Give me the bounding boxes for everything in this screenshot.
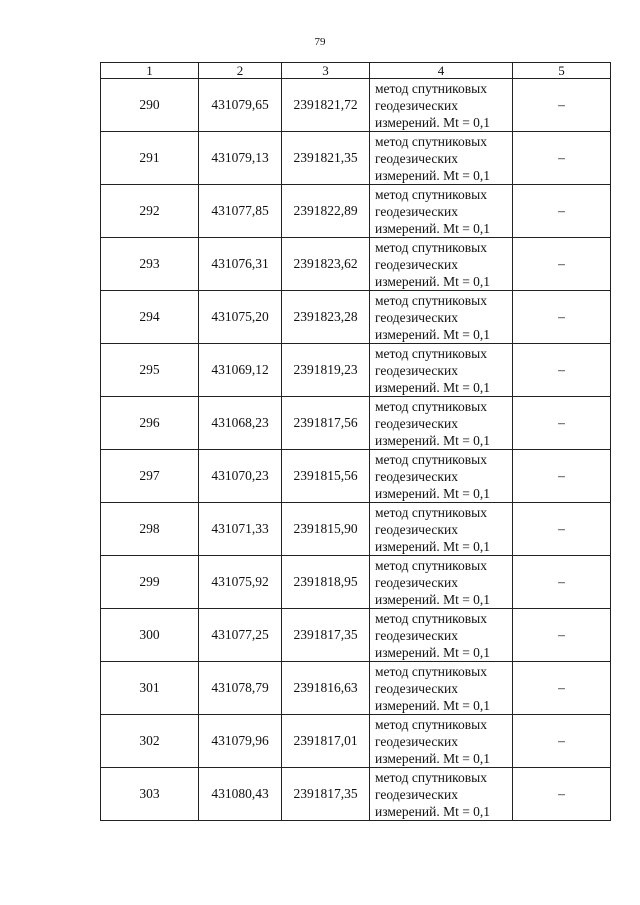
x-coordinate-cell: 431080,43	[199, 768, 282, 821]
header-col-3: 3	[282, 63, 370, 79]
table-row	[101, 556, 611, 609]
method-line: измерений. Mt = 0,1	[375, 326, 491, 342]
x-coordinate-cell: 431079,13	[199, 132, 282, 185]
method-line: метод спутниковых	[375, 504, 487, 520]
note-cell: –	[513, 397, 611, 450]
method-line: метод спутниковых	[375, 557, 487, 573]
note-cell: –	[513, 556, 611, 609]
method-line: геодезических	[375, 521, 458, 537]
note-cell: –	[513, 238, 611, 291]
y-coordinate-cell: 2391817,56	[282, 397, 370, 450]
x-coordinate-cell: 431069,12	[199, 344, 282, 397]
method-line: измерений. Mt = 0,1	[375, 803, 491, 819]
method-cell	[370, 715, 513, 768]
method-line: измерений. Mt = 0,1	[375, 273, 491, 289]
table-row	[101, 662, 611, 715]
method-line: метод спутниковых	[375, 716, 487, 732]
method-line: метод спутниковых	[375, 239, 487, 255]
method-cell	[370, 344, 513, 397]
method-line: измерений. Mt = 0,1	[375, 432, 491, 448]
method-line: метод спутниковых	[375, 610, 487, 626]
method-cell	[370, 79, 513, 132]
header-col-5: 5	[513, 63, 611, 79]
table-row	[101, 609, 611, 662]
table-row	[101, 450, 611, 503]
note-cell: –	[513, 291, 611, 344]
method-line: метод спутниковых	[375, 345, 487, 361]
method-line: геодезических	[375, 680, 458, 696]
method-cell	[370, 662, 513, 715]
x-coordinate-cell: 431077,85	[199, 185, 282, 238]
y-coordinate-cell: 2391823,62	[282, 238, 370, 291]
table-row	[101, 185, 611, 238]
method-line: геодезических	[375, 97, 458, 113]
method-cell	[370, 238, 513, 291]
method-cell	[370, 503, 513, 556]
method-line: геодезических	[375, 150, 458, 166]
page-number: 79	[314, 36, 326, 48]
note-cell: –	[513, 768, 611, 821]
y-coordinate-cell: 2391817,35	[282, 768, 370, 821]
note-cell: –	[513, 79, 611, 132]
method-line: измерений. Mt = 0,1	[375, 538, 491, 554]
y-coordinate-cell: 2391816,63	[282, 662, 370, 715]
method-line: метод спутниковых	[375, 133, 487, 149]
method-cell	[370, 185, 513, 238]
method-line: измерений. Mt = 0,1	[375, 114, 491, 130]
point-number-cell: 295	[101, 344, 199, 397]
coordinates-table	[100, 62, 611, 821]
method-cell	[370, 291, 513, 344]
point-number-cell: 294	[101, 291, 199, 344]
method-line: геодезических	[375, 468, 458, 484]
point-number-cell: 297	[101, 450, 199, 503]
y-coordinate-cell: 2391823,28	[282, 291, 370, 344]
method-cell	[370, 556, 513, 609]
method-line: геодезических	[375, 362, 458, 378]
table-row	[101, 291, 611, 344]
method-line: метод спутниковых	[375, 663, 487, 679]
table-row	[101, 344, 611, 397]
method-line: метод спутниковых	[375, 292, 487, 308]
method-line: измерений. Mt = 0,1	[375, 697, 491, 713]
table-row	[101, 79, 611, 132]
table-header-row	[101, 63, 611, 79]
y-coordinate-cell: 2391815,56	[282, 450, 370, 503]
note-cell: –	[513, 503, 611, 556]
y-coordinate-cell: 2391821,72	[282, 79, 370, 132]
y-coordinate-cell: 2391815,90	[282, 503, 370, 556]
method-line: метод спутниковых	[375, 80, 487, 96]
method-line: измерений. Mt = 0,1	[375, 750, 491, 766]
table-row	[101, 132, 611, 185]
point-number-cell: 291	[101, 132, 199, 185]
y-coordinate-cell: 2391819,23	[282, 344, 370, 397]
method-line: геодезических	[375, 574, 458, 590]
table-row	[101, 768, 611, 821]
note-cell: –	[513, 344, 611, 397]
note-cell: –	[513, 662, 611, 715]
x-coordinate-cell: 431077,25	[199, 609, 282, 662]
method-line: метод спутниковых	[375, 186, 487, 202]
x-coordinate-cell: 431079,96	[199, 715, 282, 768]
method-line: геодезических	[375, 309, 458, 325]
method-cell	[370, 609, 513, 662]
table-row	[101, 238, 611, 291]
note-cell: –	[513, 185, 611, 238]
point-number-cell: 300	[101, 609, 199, 662]
table-row	[101, 397, 611, 450]
method-line: измерений. Mt = 0,1	[375, 591, 491, 607]
method-cell	[370, 397, 513, 450]
method-line: геодезических	[375, 786, 458, 802]
method-line: измерений. Mt = 0,1	[375, 485, 491, 501]
method-line: метод спутниковых	[375, 398, 487, 414]
x-coordinate-cell: 431075,20	[199, 291, 282, 344]
point-number-cell: 301	[101, 662, 199, 715]
point-number-cell: 302	[101, 715, 199, 768]
method-line: измерений. Mt = 0,1	[375, 379, 491, 395]
y-coordinate-cell: 2391822,89	[282, 185, 370, 238]
point-number-cell: 293	[101, 238, 199, 291]
table-body	[101, 79, 611, 821]
note-cell: –	[513, 450, 611, 503]
note-cell: –	[513, 715, 611, 768]
x-coordinate-cell: 431071,33	[199, 503, 282, 556]
x-coordinate-cell: 431070,23	[199, 450, 282, 503]
method-line: измерений. Mt = 0,1	[375, 220, 491, 236]
x-coordinate-cell: 431068,23	[199, 397, 282, 450]
method-line: геодезических	[375, 415, 458, 431]
header-col-4: 4	[370, 63, 513, 79]
method-line: измерений. Mt = 0,1	[375, 644, 491, 660]
method-line: геодезических	[375, 627, 458, 643]
header-col-2: 2	[199, 63, 282, 79]
header-col-1: 1	[101, 63, 199, 79]
note-cell: –	[513, 609, 611, 662]
x-coordinate-cell: 431078,79	[199, 662, 282, 715]
method-line: геодезических	[375, 256, 458, 272]
table-row	[101, 715, 611, 768]
method-line: метод спутниковых	[375, 451, 487, 467]
table-row	[101, 503, 611, 556]
method-line: метод спутниковых	[375, 769, 487, 785]
method-line: геодезических	[375, 733, 458, 749]
point-number-cell: 298	[101, 503, 199, 556]
y-coordinate-cell: 2391817,35	[282, 609, 370, 662]
point-number-cell: 292	[101, 185, 199, 238]
x-coordinate-cell: 431075,92	[199, 556, 282, 609]
point-number-cell: 296	[101, 397, 199, 450]
x-coordinate-cell: 431076,31	[199, 238, 282, 291]
y-coordinate-cell: 2391818,95	[282, 556, 370, 609]
method-cell	[370, 450, 513, 503]
method-line: геодезических	[375, 203, 458, 219]
method-line: измерений. Mt = 0,1	[375, 167, 491, 183]
point-number-cell: 290	[101, 79, 199, 132]
method-cell	[370, 132, 513, 185]
x-coordinate-cell: 431079,65	[199, 79, 282, 132]
y-coordinate-cell: 2391817,01	[282, 715, 370, 768]
point-number-cell: 299	[101, 556, 199, 609]
point-number-cell: 303	[101, 768, 199, 821]
note-cell: –	[513, 132, 611, 185]
method-cell	[370, 768, 513, 821]
y-coordinate-cell: 2391821,35	[282, 132, 370, 185]
